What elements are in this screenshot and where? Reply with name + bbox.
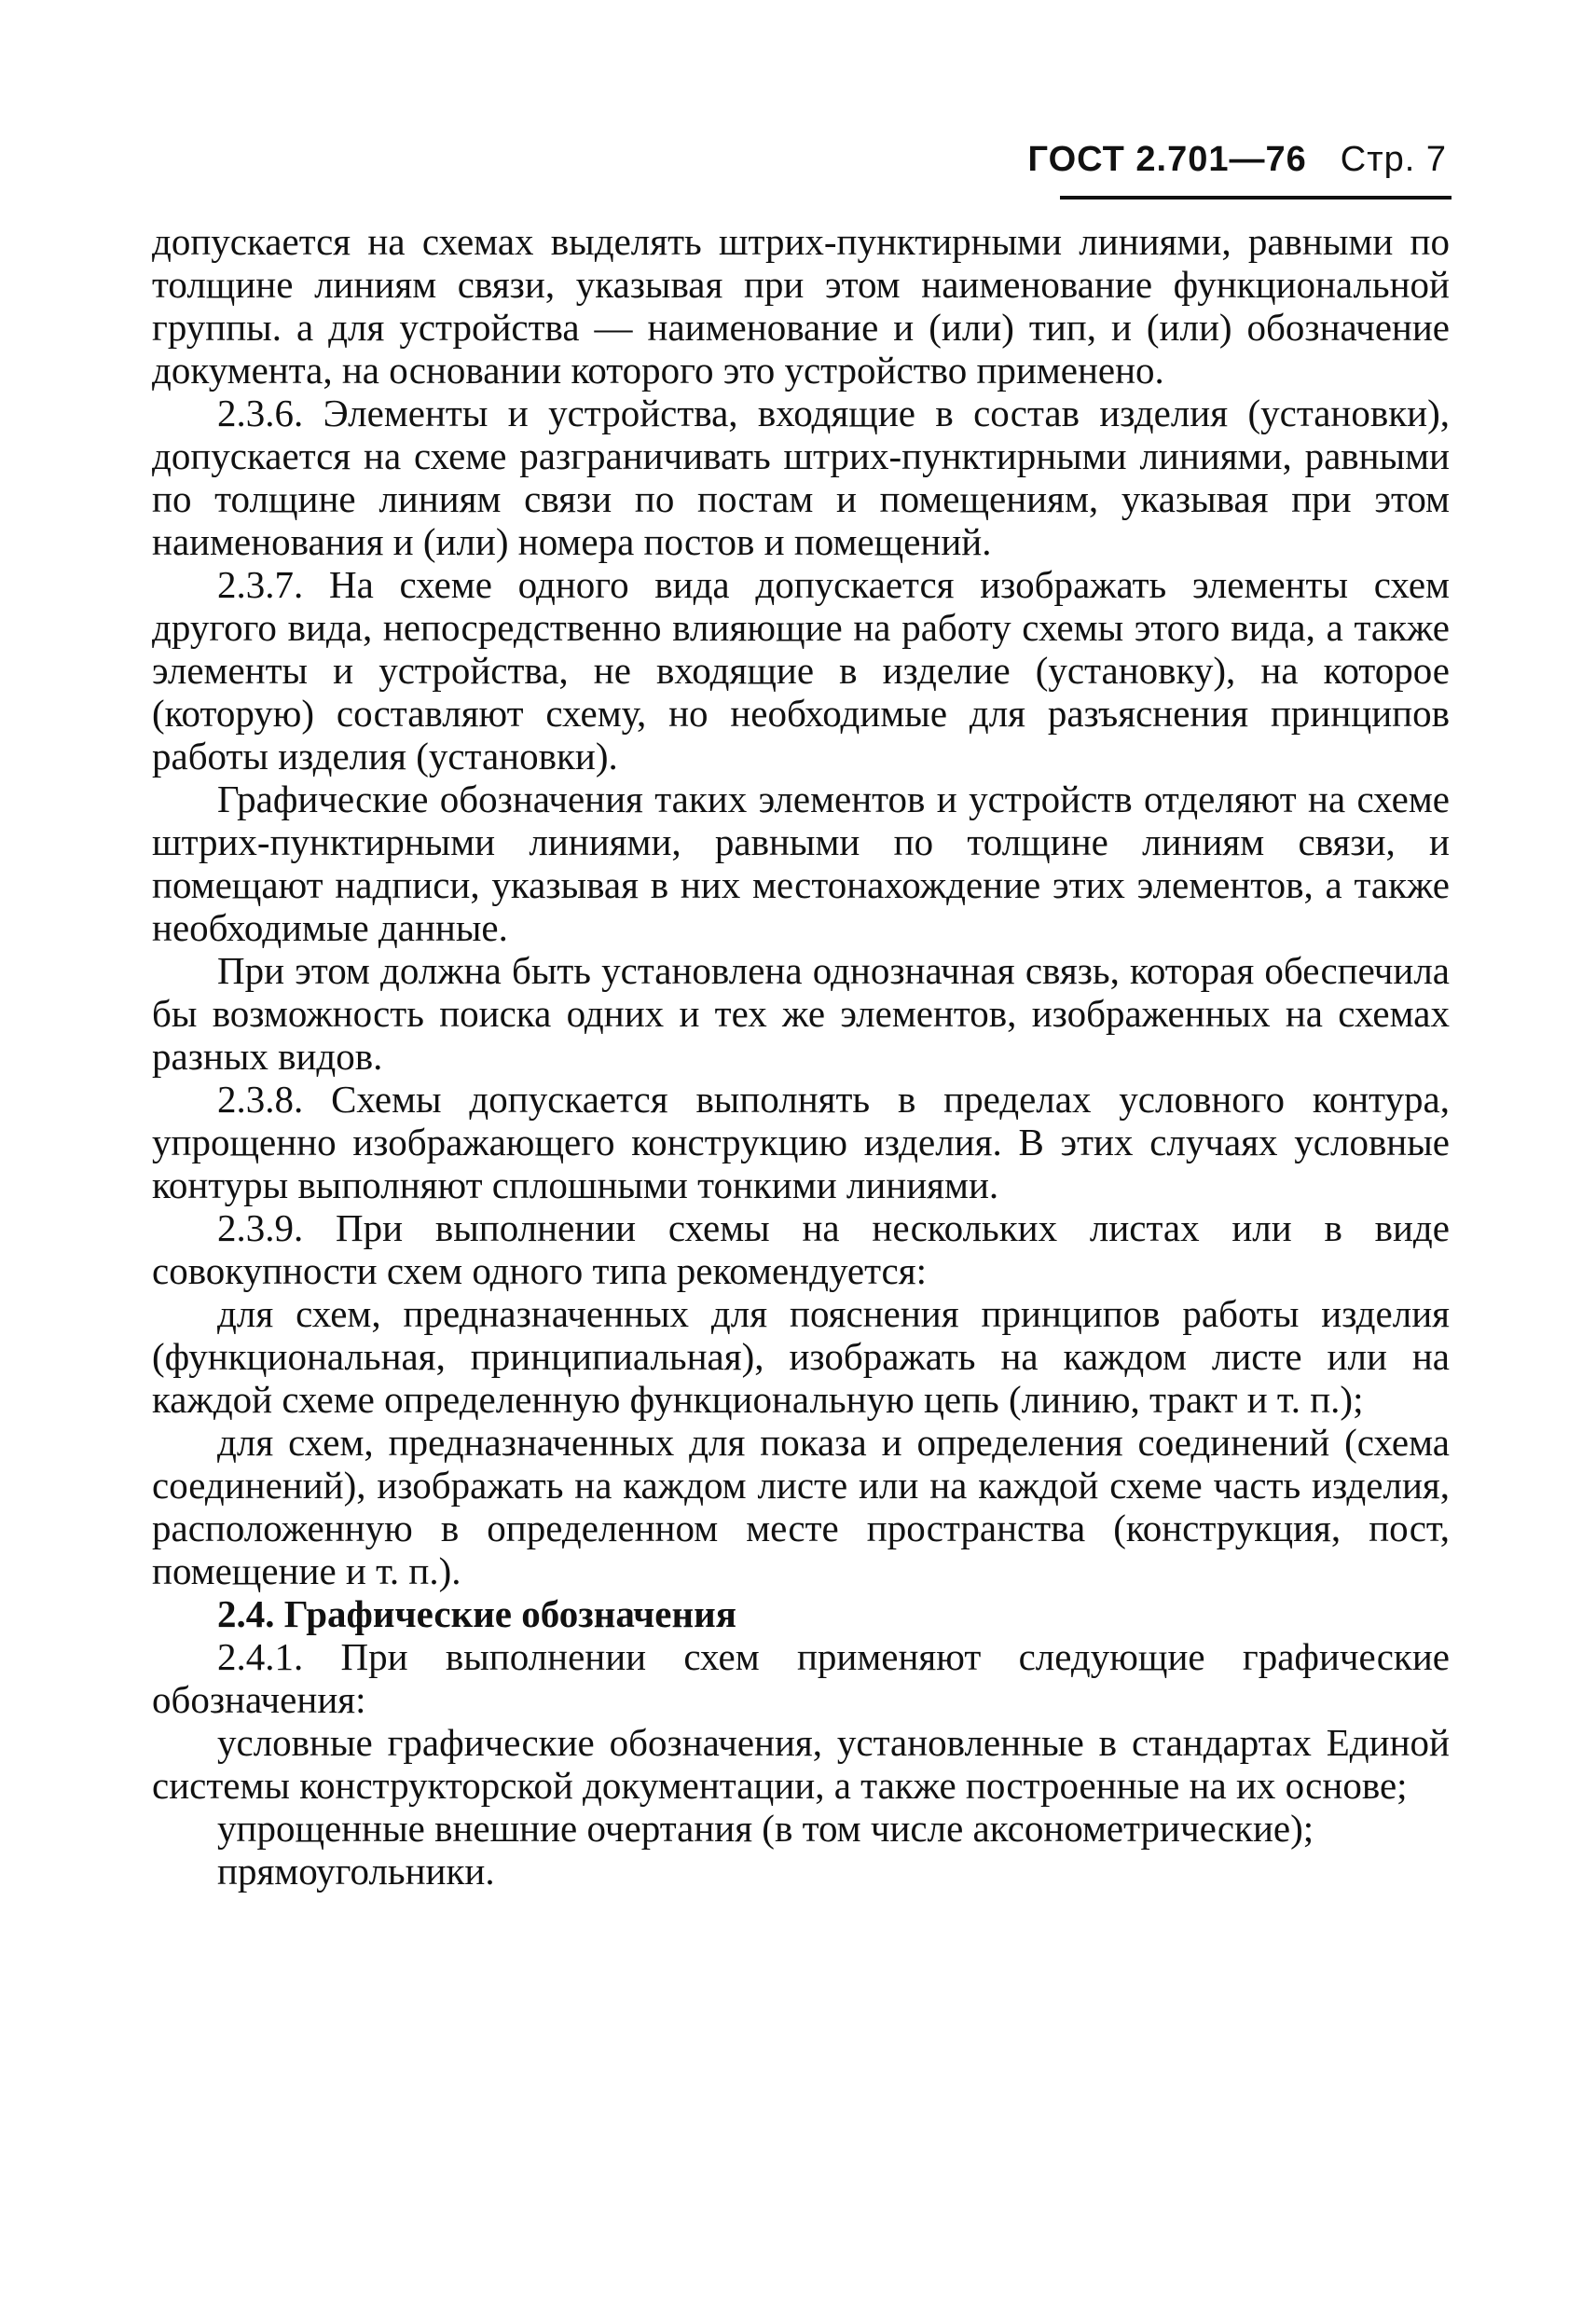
paragraph-graphic-designations-separation: Графические обозначения таких элементов и устройств отделяют на схеме штрих-пунктирными линиями, равными по толщине линиям связи, и помещают надписи, указывая в них местонахождение этих элементов, а также необходимые данные. <box>152 778 1450 949</box>
header-rule <box>1060 196 1452 200</box>
page-header <box>1028 140 1447 180</box>
section-heading-2-4: 2.4. Графические обозначения <box>217 1592 736 1635</box>
page-number: Стр. 7 <box>1340 140 1447 179</box>
paragraph-continuation: допускается на схемах выделять штрих-пунктирными линиями, равными по толщине линиям связи, указывая при этом наименование функциональной группы. а для устройства — наименование и (или) тип, и (или) обозначение документа, на основании которого это устройство применено. <box>152 220 1450 392</box>
list-item-connection-diagram: для схем, предназначенных для показа и определения соединений (схема соединений), изображать на каждом листе или на каждой схеме часть изделия, расположенную в определенном месте пространства (конструкция, пост, помещение и т. п.). <box>152 1421 1450 1592</box>
page-body <box>152 220 1450 1893</box>
paragraph-2-4-1: 2.4.1. При выполнении схем применяют следующие графические обозначения: <box>152 1635 1450 1721</box>
paragraph-2-3-6: 2.3.6. Элементы и устройства, входящие в состав изделия (установки), допускается на схеме разграничивать штрих-пунктирными линиями, равными по толщине линиям связи по постам и помещениям, указывая при этом наименования и (или) номера постов и помещений. <box>152 392 1450 563</box>
paragraph-2-3-8: 2.3.8. Схемы допускается выполнять в пределах условного контура, упрощенно изображающего конструкцию изделия. В этих случаях условные контуры выполняют сплошными тонкими линиями. <box>152 1078 1450 1206</box>
list-item-rectangles: прямоугольники. <box>217 1850 495 1893</box>
paragraph-2-3-9: 2.3.9. При выполнении схемы на нескольких листах или в виде совокупности схем одного типа рекомендуется: <box>152 1206 1450 1292</box>
paragraph-unambiguous-link: При этом должна быть установлена однозначная связь, которая обеспечила бы возможность поиска одних и тех же элементов, изображенных на схемах разных видов. <box>152 949 1450 1078</box>
list-item-conventional-symbols: условные графические обозначения, установленные в стандартах Единой системы конструкторской документации, а также построенные на их основе; <box>152 1721 1450 1807</box>
list-item-functional-circuit: для схем, предназначенных для пояснения принципов работы изделия (функциональная, принципиальная), изображать на каждом листе или на каждой схеме определенную функциональную цепь (линию, тракт и т. п.); <box>152 1292 1450 1421</box>
paragraph-2-3-7: 2.3.7. На схеме одного вида допускается изображать элементы схем другого вида, непосредственно влияющие на работу схемы этого вида, а также элементы и устройства, не входящие в изделие (установку), на которое (которую) составляют схему, но необходимые для разъяснения принципов работы изделия (установки). <box>152 563 1450 778</box>
document-code: ГОСТ 2.701—76 <box>1027 140 1307 179</box>
list-item-simplified-outlines: упрощенные внешние очертания (в том числе аксонометрические); <box>217 1807 1314 1850</box>
